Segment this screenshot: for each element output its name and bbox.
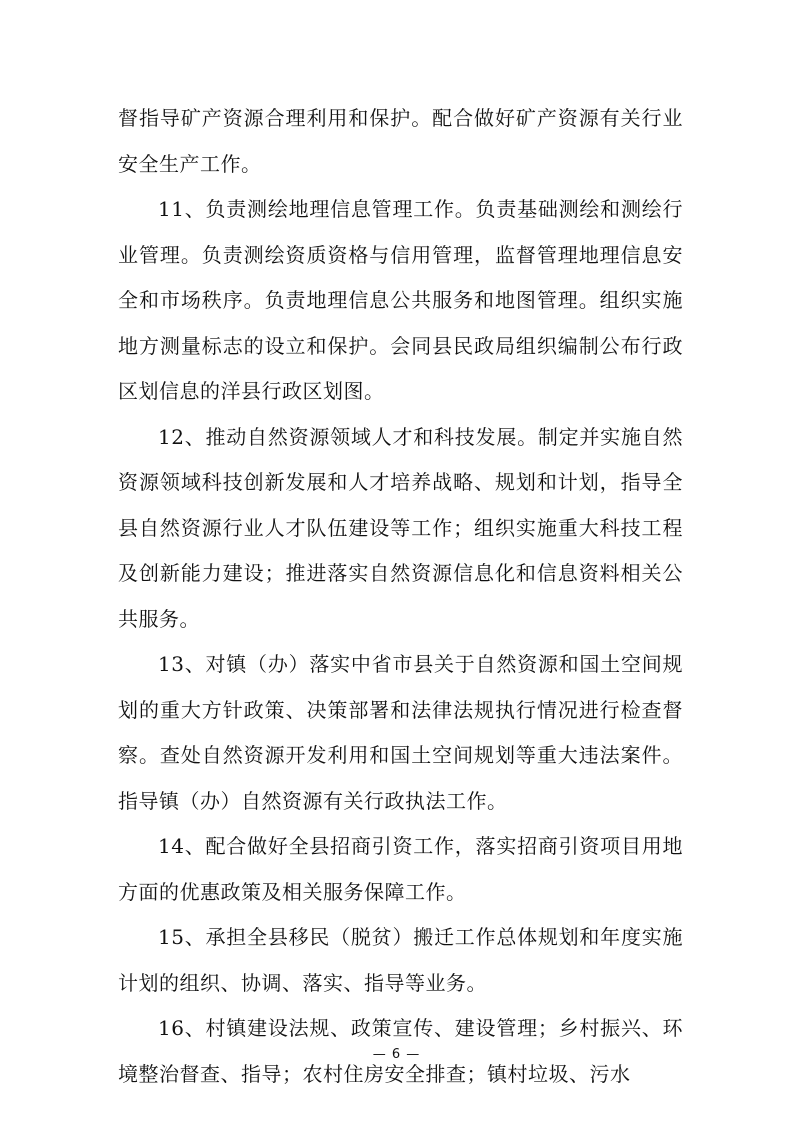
paragraph-continuation: 督指导矿产资源合理利用和保护。配合做好矿产资源有关行业安全生产工作。 [118,106,683,176]
page-number: — 6 — [372,1047,421,1062]
body-text [118,96,683,1097]
paragraph-item-11: 11、负责测绘地理信息管理工作。负责基础测绘和测绘行业管理。负责测绘资质资格与信用管理，监督管理地理信息安全和市场秩序。负责地理信息公共服务和地图管理。组织实施地方测量标志的设立和保护。会同县民政局组织编制公布行政区划信息的洋县行政区划图。 [118,197,683,403]
paragraph-item-15: 15、承担全县移民（脱贫）搬迁工作总体规划和年度实施计划的组织、协调、落实、指导等业务。 [118,925,683,995]
paragraph-item-13: 13、对镇（办）落实中省市县关于自然资源和国土空间规划的重大方针政策、决策部署和法律法规执行情况进行检查督察。查处自然资源开发利用和国土空间规划等重大违法案件。指导镇（办）自然资源有关行政执法工作。 [118,652,683,813]
paragraph-item-14: 14、配合做好全县招商引资工作，落实招商引资项目用地方面的优惠政策及相关服务保障工作。 [118,834,683,904]
paragraph-item-12: 12、推动自然资源领域人才和科技发展。制定并实施自然资源领域科技创新发展和人才培养战略、规划和计划，指导全县自然资源行业人才队伍建设等工作；组织实施重大科技工程及创新能力建设；推进落实自然资源信息化和信息资料相关公共服务。 [118,424,683,631]
paragraph-item-16: 16、村镇建设法规、政策宣传、建设管理；乡村振兴、环境整治督查、指导；农村住房安全排查；镇村垃圾、污水 [118,1016,683,1086]
